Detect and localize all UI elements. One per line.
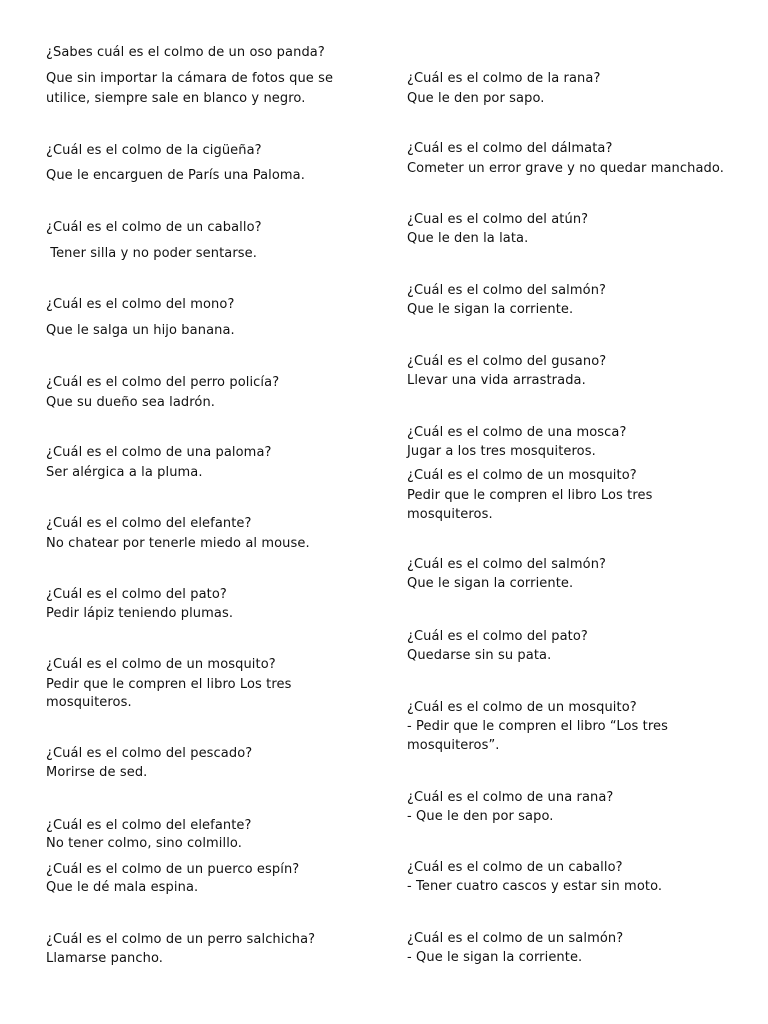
left-line-19: mosquiteros. bbox=[46, 695, 132, 710]
right-line-0: ¿Cuál es el colmo de la rana? bbox=[407, 71, 601, 86]
right-line-15: ¿Cuál es el colmo del salmón? bbox=[407, 557, 607, 572]
right-line-7: Que le sigan la corriente. bbox=[407, 302, 574, 317]
left-line-0: ¿Sabes cuál es el colmo de un oso panda? bbox=[46, 45, 325, 60]
right-line-25: - Tener cuatro cascos y estar sin moto. bbox=[407, 879, 663, 894]
right-line-10: ¿Cuál es el colmo de una mosca? bbox=[407, 425, 627, 440]
left-line-5: ¿Cuál es el colmo de un caballo? bbox=[46, 220, 262, 235]
right-line-18: Quedarse sin su pata. bbox=[407, 648, 552, 663]
left-line-20: ¿Cuál es el colmo del pescado? bbox=[46, 746, 253, 761]
right-line-22: ¿Cuál es el colmo de una rana? bbox=[407, 790, 614, 805]
right-line-9: Llevar una vida arrastrada. bbox=[407, 373, 586, 388]
right-line-27: - Que le sigan la corriente. bbox=[407, 950, 583, 965]
right-line-1: Que le den por sapo. bbox=[407, 91, 545, 106]
right-line-21: mosquiteros”. bbox=[407, 738, 500, 753]
left-line-1: Que sin importar la cámara de fotos que se bbox=[46, 71, 334, 86]
right-line-5: Que le den la lata. bbox=[407, 231, 529, 246]
left-line-3: ¿Cuál es el colmo de la cigüeña? bbox=[46, 143, 262, 158]
right-line-24: ¿Cuál es el colmo de un caballo? bbox=[407, 860, 623, 875]
left-line-13: ¿Cuál es el colmo del elefante? bbox=[46, 516, 252, 531]
left-line-8: Que le salga un hijo banana. bbox=[46, 323, 235, 338]
right-line-8: ¿Cuál es el colmo del gusano? bbox=[407, 354, 607, 369]
right-line-6: ¿Cuál es el colmo del salmón? bbox=[407, 283, 607, 298]
left-line-15: ¿Cuál es el colmo del pato? bbox=[46, 587, 227, 602]
left-line-10: Que su dueño sea ladrón. bbox=[46, 395, 216, 410]
left-line-24: ¿Cuál es el colmo de un puerco espín? bbox=[46, 862, 300, 877]
left-line-18: Pedir que le compren el libro Los tres bbox=[46, 677, 292, 692]
left-line-7: ¿Cuál es el colmo del mono? bbox=[46, 297, 235, 312]
left-line-9: ¿Cuál es el colmo del perro policía? bbox=[46, 375, 280, 390]
left-line-26: ¿Cuál es el colmo de un perro salchicha? bbox=[46, 932, 316, 947]
right-line-12: ¿Cuál es el colmo de un mosquito? bbox=[407, 468, 637, 483]
left-line-21: Morirse de sed. bbox=[46, 765, 148, 780]
right-line-2: ¿Cuál es el colmo del dálmata? bbox=[407, 141, 613, 156]
left-line-17: ¿Cuál es el colmo de un mosquito? bbox=[46, 657, 276, 672]
right-line-20: - Pedir que le compren el libro “Los tres bbox=[407, 719, 668, 734]
right-line-4: ¿Cual es el colmo del atún? bbox=[407, 212, 589, 227]
right-line-13: Pedir que le compren el libro Los tres bbox=[407, 488, 653, 503]
left-line-2: utilice, siempre sale en blanco y negro. bbox=[46, 91, 306, 106]
right-line-14: mosquiteros. bbox=[407, 507, 493, 522]
right-line-23: - Que le den por sapo. bbox=[407, 809, 554, 824]
left-line-6: Tener silla y no poder sentarse. bbox=[46, 246, 257, 261]
left-line-23: No tener colmo, sino colmillo. bbox=[46, 836, 242, 851]
left-line-25: Que le dé mala espina. bbox=[46, 880, 199, 895]
left-line-4: Que le encarguen de París una Paloma. bbox=[46, 168, 305, 183]
right-line-19: ¿Cuál es el colmo de un mosquito? bbox=[407, 700, 637, 715]
left-line-12: Ser alérgica a la pluma. bbox=[46, 465, 203, 480]
left-line-22: ¿Cuál es el colmo del elefante? bbox=[46, 818, 252, 833]
right-line-26: ¿Cuál es el colmo de un salmón? bbox=[407, 931, 624, 946]
left-line-16: Pedir lápiz teniendo plumas. bbox=[46, 606, 234, 621]
left-line-27: Llamarse pancho. bbox=[46, 951, 164, 966]
right-line-17: ¿Cuál es el colmo del pato? bbox=[407, 629, 588, 644]
right-line-3: Cometer un error grave y no quedar manchado. bbox=[407, 161, 724, 176]
left-line-11: ¿Cuál es el colmo de una paloma? bbox=[46, 445, 272, 460]
right-line-16: Que le sigan la corriente. bbox=[407, 576, 574, 591]
right-line-11: Jugar a los tres mosquiteros. bbox=[407, 444, 596, 459]
left-line-14: No chatear por tenerle miedo al mouse. bbox=[46, 536, 310, 551]
